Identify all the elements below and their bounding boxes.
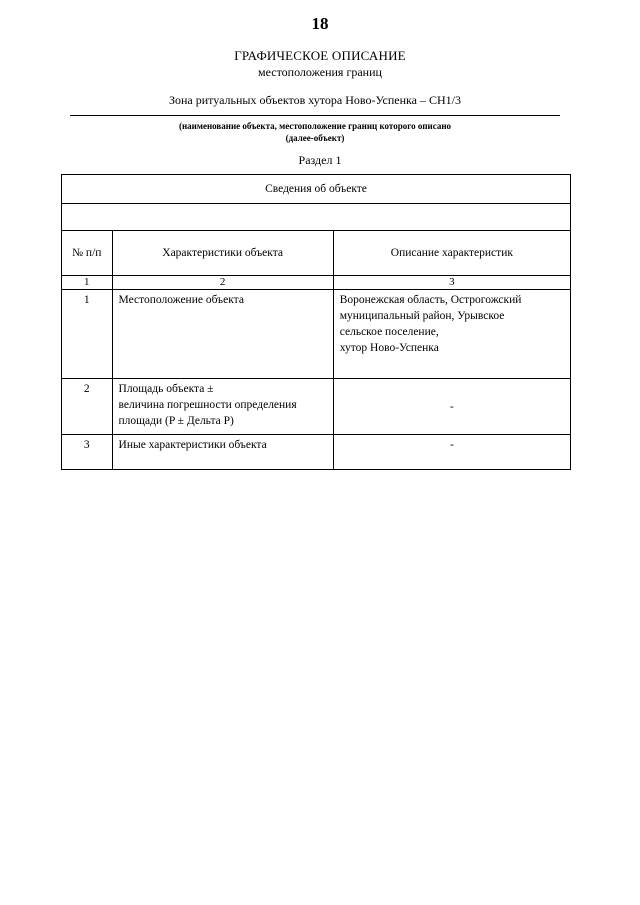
row-num: 2 [62, 379, 113, 435]
object-name: Зона ритуальных объектов хутора Ново-Успенка – СН1/3 [169, 93, 461, 107]
object-name-note [70, 120, 560, 144]
row-characteristic: Иные характеристики объекта [112, 435, 333, 470]
column-number-row [62, 276, 571, 290]
table-row [62, 290, 571, 379]
row-characteristic: Местоположение объекта [112, 290, 333, 379]
caption-row [62, 175, 571, 204]
page-number: 18 [311, 14, 329, 33]
row-num: 3 [62, 435, 113, 470]
row-characteristic [112, 379, 333, 435]
document-title: ГРАФИЧЕСКОЕ ОПИСАНИЕ [234, 48, 406, 63]
characteristic-line: площади (P ± Дельта P) [118, 415, 234, 427]
description-line: Воронежская область, Острогожский [339, 294, 522, 306]
header-characteristic: Характеристики объекта [112, 231, 333, 276]
description-line: муниципальный район, Урывское [339, 310, 505, 322]
description-line: хутор Ново-Успенка [339, 342, 439, 354]
header-num: № п/п [62, 231, 113, 276]
col-number-1: 1 [62, 276, 113, 290]
header-description: Описание характеристик [333, 231, 570, 276]
empty-cell [62, 204, 571, 231]
row-description: - [333, 379, 570, 435]
col-number-2: 2 [112, 276, 333, 290]
document-subtitle: местоположения границ [258, 65, 382, 79]
characteristic-line: Площадь объекта ± [118, 383, 214, 395]
col-number-3: 3 [333, 276, 570, 290]
empty-row [62, 204, 571, 231]
row-description [333, 290, 570, 379]
note-line-1: (наименование объекта, местоположение границ которого описано [178, 121, 452, 131]
table-row [62, 435, 571, 470]
table-row [62, 379, 571, 435]
row-num: 1 [62, 290, 113, 379]
underline-rule [70, 115, 560, 116]
description-line: сельское поселение, [339, 326, 439, 338]
row-description: - [333, 435, 570, 470]
note-line-2: (далее-объект) [285, 133, 345, 143]
section-title: Раздел 1 [298, 153, 342, 167]
characteristic-line: величина погрешности определения [118, 399, 297, 411]
header-row [62, 231, 571, 276]
object-info-table [61, 174, 571, 470]
table-caption: Сведения об объекте [62, 175, 571, 204]
